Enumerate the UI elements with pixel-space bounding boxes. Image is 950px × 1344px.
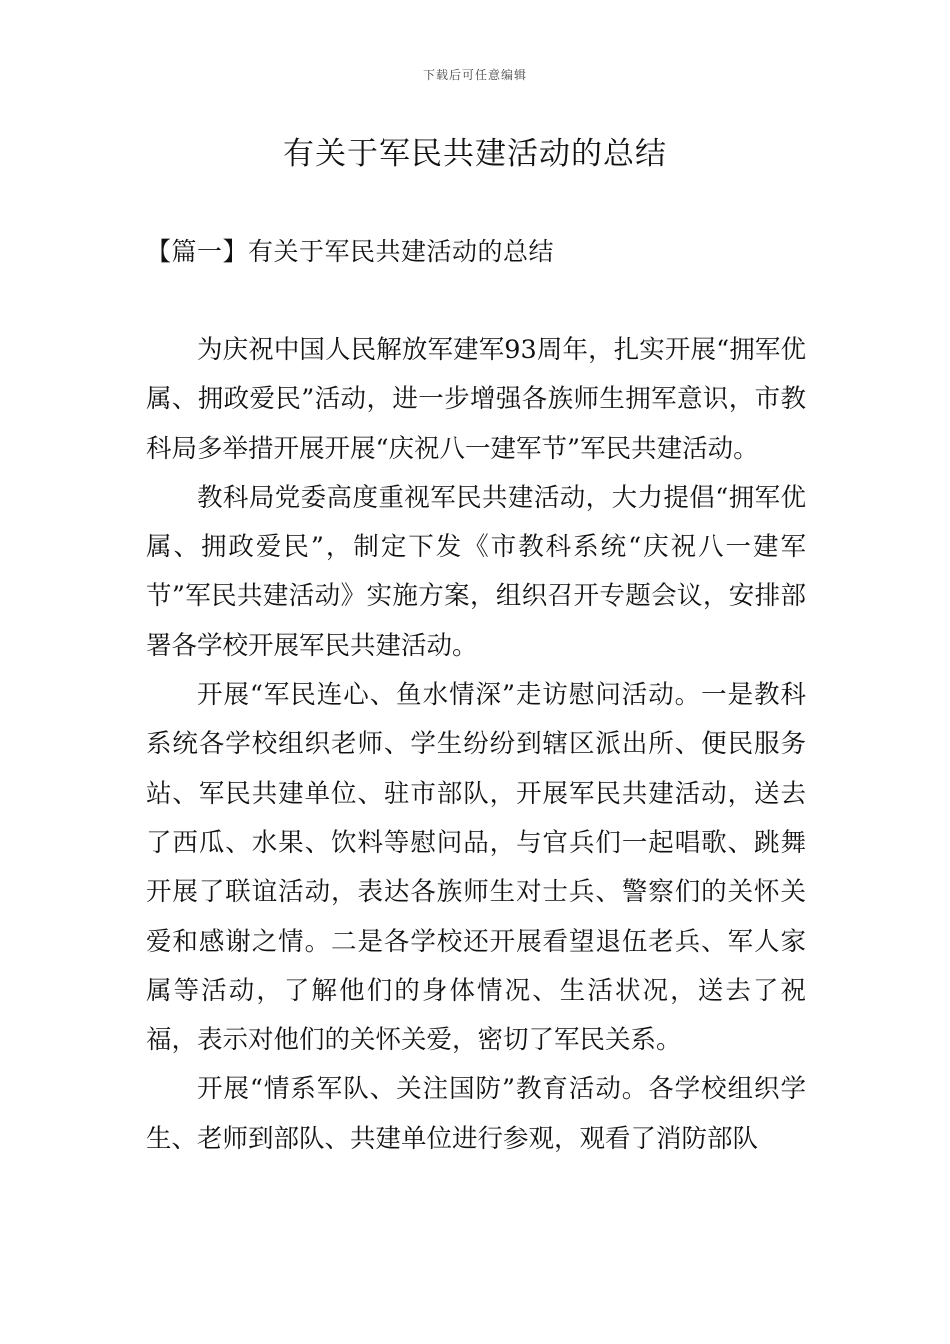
paragraph: 开展“军民连心、鱼水情深”走访慰问活动。一是教科系统各学校组织老师、学生纷纷到辖区派出所、便民服务站、军民共建单位、驻市部队，开展军民共建活动，送去了西瓜、水果、饮料等慰问品，与官兵们一起唱歌、跳舞开展了联谊活动，表达各族师生对士兵、警察们的关怀关爱和感谢之情。二是各学校还开展看望退伍老兵、军人家属等活动，了解他们的身体情况、生活状况，送去了祝福，表示对他们的关怀关爱，密切了军民关系。 — [146, 680, 806, 1056]
paragraph: 教科局党委高度重视军民共建活动，大力提倡“拥军优属、拥政爱民”，制定下发《市教科系统“庆祝八一建军节”军民共建活动》实施方案，组织召开专题会议，安排部署各学校开展军民共建活动。 — [146, 482, 806, 661]
document-title: 有关于军民共建活动的总结 — [283, 136, 667, 172]
paragraph: 为庆祝中国人民解放军建军93周年，扎实开展“拥军优属、拥政爱民”活动，进一步增强各族师生拥军意识，市教科局多举措开展开展“庆祝八一建军节”军民共建活动。 — [146, 335, 806, 464]
section-heading: 【篇一】有关于军民共建活动的总结 — [146, 237, 555, 266]
paragraph: 开展“情系军队、关注国防”教育活动。各学校组织学生、老师到部队、共建单位进行参观，观看了消防部队 — [146, 1074, 806, 1154]
header-note: 下载后可任意编辑 — [422, 68, 527, 82]
document-body — [146, 326, 806, 1164]
